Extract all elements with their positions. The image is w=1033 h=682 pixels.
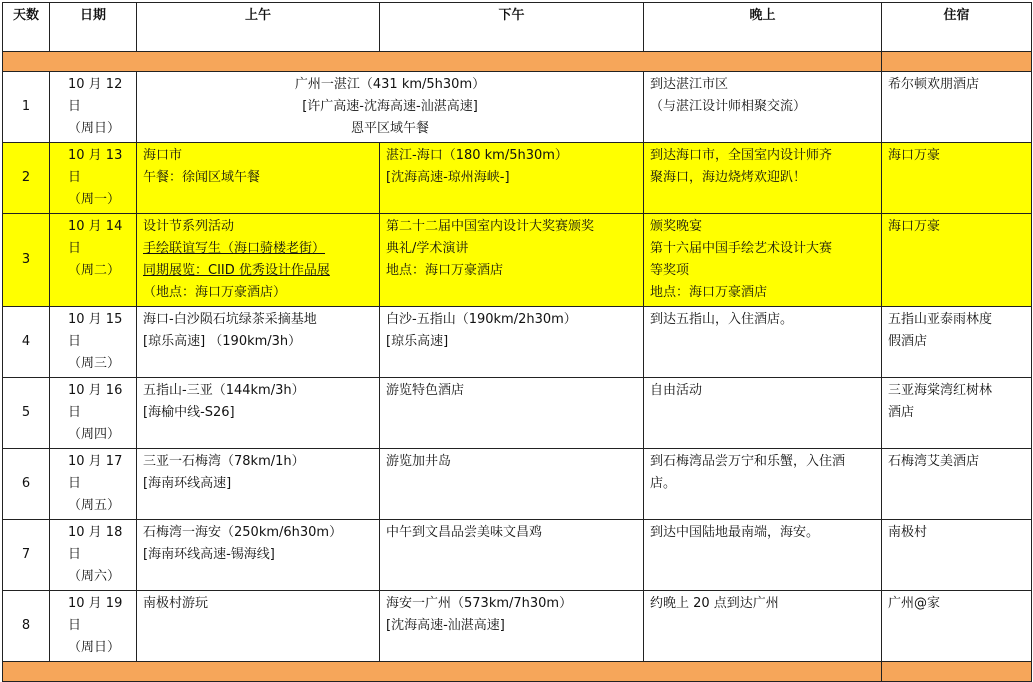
day-number: 7 [3, 520, 50, 591]
table-row [3, 520, 1032, 591]
morning-cell: 五指山-三亚（144km/3h） [海榆中线-S26] [137, 378, 380, 449]
date-cell: 10 月 17 日 （周五） [50, 449, 137, 520]
date-cell: 10 月 19 日 （周日） [50, 591, 137, 662]
morning-cell: 三亚一石梅湾（78km/1h） [海南环线高速] [137, 449, 380, 520]
lodging-cell: 石梅湾艾美酒店 [882, 449, 1032, 520]
evening-cell: 到达五指山，入住酒店。 [644, 307, 882, 378]
date-cell: 10 月 12 日 （周日） [50, 72, 137, 143]
evening-cell: 到达中国陆地最南端，海安。 [644, 520, 882, 591]
evening-cell: 到达湛江市区 （与湛江设计师相聚交流） [644, 72, 882, 143]
day-number: 4 [3, 307, 50, 378]
date-cell: 10 月 14 日 （周二） [50, 214, 137, 307]
table-row [3, 378, 1032, 449]
afternoon-cell: 中午到文昌品尝美味文昌鸡 [380, 520, 644, 591]
day-number: 8 [3, 591, 50, 662]
itinerary-table [2, 2, 1032, 682]
table-row [3, 449, 1032, 520]
header-lodging: 住宿 [882, 3, 1032, 52]
header-evening: 晚上 [644, 3, 882, 52]
morning-cell: 石梅湾一海安（250km/6h30m） [海南环线高速-锡海线] [137, 520, 380, 591]
afternoon-cell: 第二十二届中国室内设计大奖赛颁奖 典礼/学术演讲 地点：海口万豪酒店 [380, 214, 644, 307]
afternoon-cell: 海安一广州（573km/7h30m） [沈海高速-汕湛高速] [380, 591, 644, 662]
evening-cell: 颁奖晚宴 第十六届中国手绘艺术设计大赛 等奖项 地点：海口万豪酒店 [644, 214, 882, 307]
lodging-cell: 五指山亚泰雨林度 假酒店 [882, 307, 1032, 378]
day-number: 6 [3, 449, 50, 520]
evening-cell: 约晚上 20 点到达广州 [644, 591, 882, 662]
morning-cell: 海口-白沙陨石坑绿茶采摘基地 [琼乐高速] （190km/3h） [137, 307, 380, 378]
day-number: 1 [3, 72, 50, 143]
header-day: 天数 [3, 3, 50, 52]
lodging-cell: 广州@家 [882, 591, 1032, 662]
lodging-cell: 希尔顿欢朋酒店 [882, 72, 1032, 143]
date-cell: 10 月 16 日 （周四） [50, 378, 137, 449]
date-cell: 10 月 13 日 （周一） [50, 143, 137, 214]
afternoon-cell: 游览加井岛 [380, 449, 644, 520]
afternoon-cell: 白沙-五指山（190km/2h30m） [琼乐高速] [380, 307, 644, 378]
morning-cell: 海口市 午餐：徐闻区域午餐 [137, 143, 380, 214]
header-row [3, 3, 1032, 52]
evening-cell: 到石梅湾品尝万宁和乐蟹，入住酒 店。 [644, 449, 882, 520]
table-row [3, 591, 1032, 662]
sketch-event-link: 手绘联谊写生（海口骑楼老街） [143, 241, 326, 256]
exhibition-link: 同期展览：CIID 优秀设计作品展 [143, 263, 330, 278]
morning-cell: 设计节系列活动 手绘联谊写生（海口骑楼老街） 同期展览：CIID 优秀设计作品展 （地点：海口万豪酒店） [137, 214, 380, 307]
table-row [3, 143, 1032, 214]
separator-row [3, 52, 1032, 72]
day-number: 2 [3, 143, 50, 214]
lodging-cell: 南极村 [882, 520, 1032, 591]
separator-row [3, 662, 1032, 682]
morning-cell: 南极村游玩 [137, 591, 380, 662]
lodging-cell: 三亚海棠湾红树林 酒店 [882, 378, 1032, 449]
table-row [3, 307, 1032, 378]
date-cell: 10 月 18 日 （周六） [50, 520, 137, 591]
header-afternoon: 下午 [380, 3, 644, 52]
header-date: 日期 [50, 3, 137, 52]
lodging-cell: 海口万豪 [882, 143, 1032, 214]
header-morning: 上午 [137, 3, 380, 52]
afternoon-cell: 游览特色酒店 [380, 378, 644, 449]
day-number: 3 [3, 214, 50, 307]
day-number: 5 [3, 378, 50, 449]
table-row [3, 214, 1032, 307]
afternoon-cell: 湛江-海口（180 km/5h30m） [沈海高速-琼州海峡-] [380, 143, 644, 214]
evening-cell: 到达海口市，全国室内设计师齐 聚海口，海边烧烤欢迎趴！ [644, 143, 882, 214]
date-cell: 10 月 15 日 （周三） [50, 307, 137, 378]
table-row [3, 72, 1032, 143]
morning-afternoon-cell: 广州一湛江（431 km/5h30m） [许广高速-沈海高速-汕湛高速] 恩平区域午餐 [137, 72, 644, 143]
evening-cell: 自由活动 [644, 378, 882, 449]
lodging-cell: 海口万豪 [882, 214, 1032, 307]
